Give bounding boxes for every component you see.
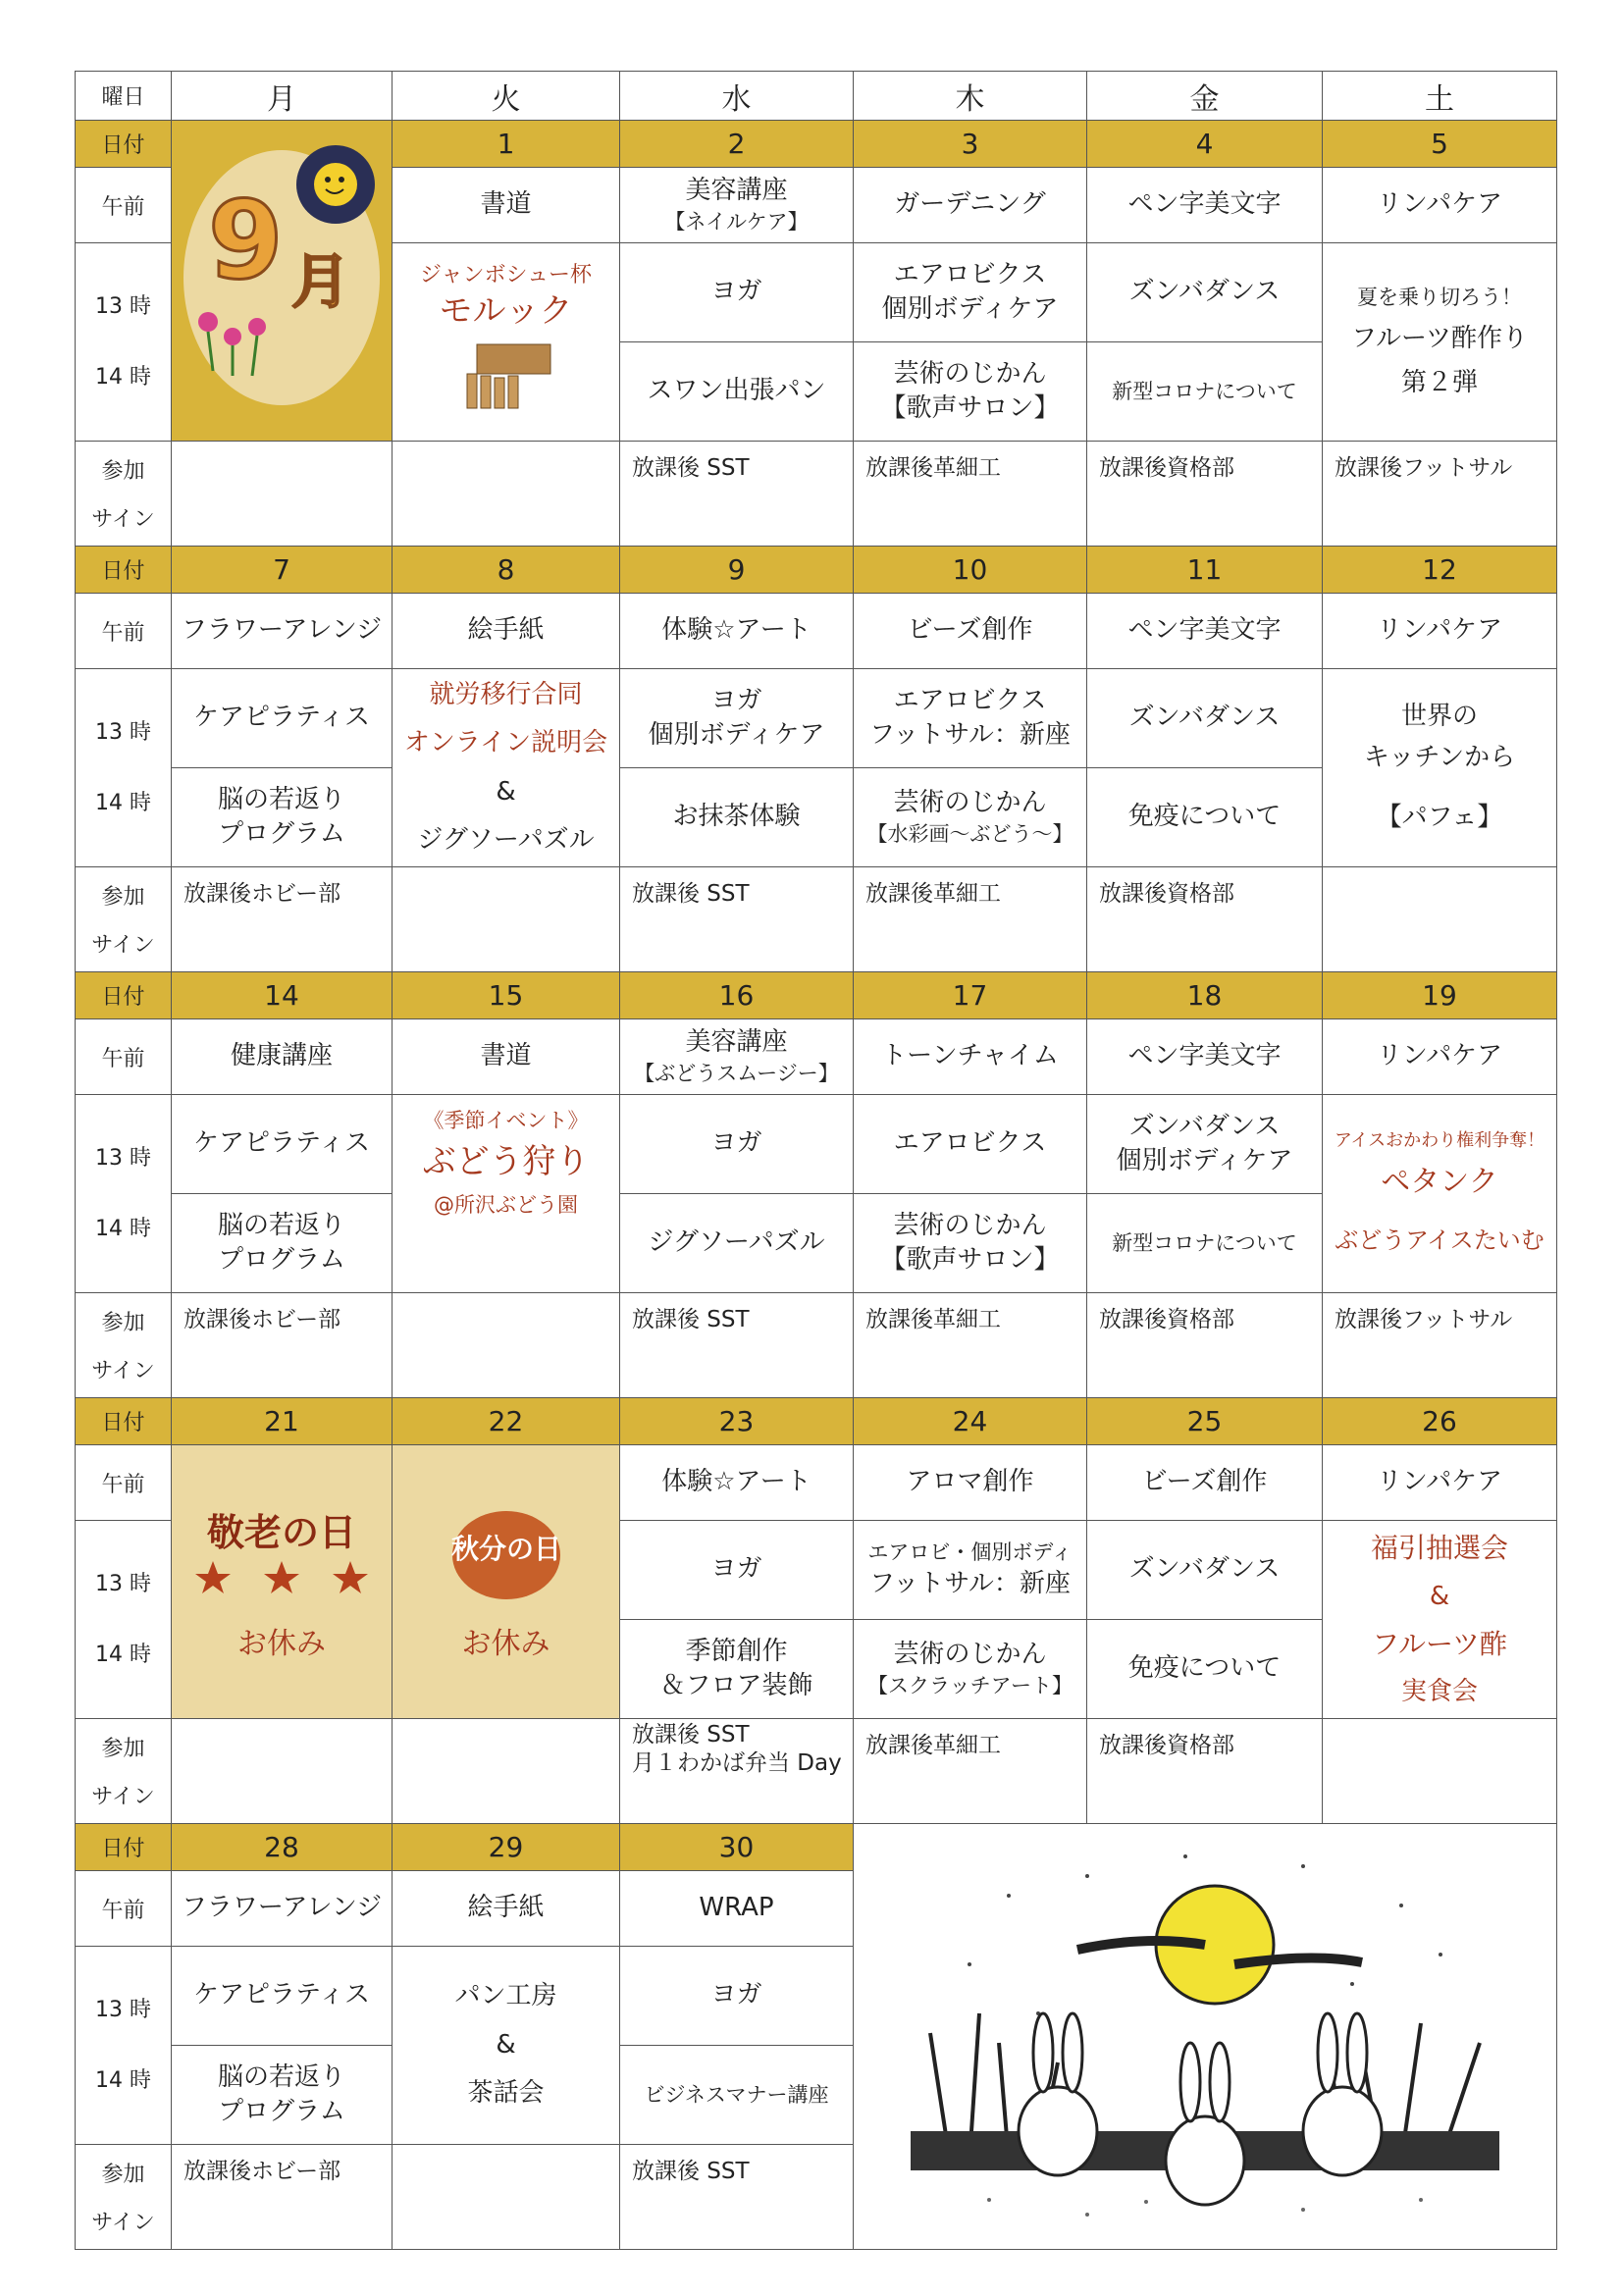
sign-label-cell — [76, 442, 172, 547]
activity-line: パン工房 — [454, 1981, 557, 2011]
sign-label: 参加 — [101, 1737, 145, 1761]
activity-line: 【歌声サロン】 — [880, 393, 1060, 423]
sign-cell[interactable] — [393, 2145, 620, 2250]
sign-label-cell — [76, 867, 172, 972]
activity-cell — [172, 2046, 393, 2145]
activity-cell: リンパケア — [1323, 1019, 1557, 1095]
time-label-cell — [76, 669, 172, 867]
pm1-row — [76, 669, 1557, 768]
activity-cell: ガーデニング — [854, 168, 1087, 243]
date-row — [76, 547, 1557, 594]
activity-line: 夏を乗り切ろう！ — [1357, 286, 1522, 310]
moon-viewing-illustration-cell — [854, 1824, 1557, 2250]
activity-cell: ズンバダンス — [1087, 243, 1323, 342]
day-thu: 木 — [854, 72, 1087, 121]
time-label-cell — [76, 1095, 172, 1293]
activity-cell: 新型コロナについて — [1087, 1194, 1323, 1293]
date-row — [76, 1824, 1557, 1871]
date-cell: 28 — [172, 1824, 393, 1871]
date-cell: 22 — [393, 1398, 620, 1445]
time-14-label: 14 時 — [95, 790, 151, 815]
activity-line: エアロビ・個別ボディ — [867, 1540, 1073, 1565]
activity-line: ヨガ — [710, 685, 762, 715]
sign-label: サイン — [91, 2211, 155, 2235]
activity-cell: WRAP — [620, 1871, 854, 1947]
activity-cell: 絵手紙 — [393, 594, 620, 669]
activity-line: 個別ボディケア — [881, 294, 1059, 324]
activity-cell — [620, 168, 854, 243]
sign-label: サイン — [91, 1359, 155, 1383]
month-number: 9 — [208, 177, 284, 303]
activity-cell — [620, 1620, 854, 1719]
activity-line: & — [496, 2029, 516, 2060]
sign-cell[interactable]: 放課後フットサル — [1323, 1293, 1557, 1398]
date-cell: 7 — [172, 547, 393, 594]
activity-sub: 【ぶどうスムージー】 — [634, 1062, 839, 1086]
am-label: 午前 — [76, 168, 172, 243]
activity-line: 季節創作 — [685, 1636, 788, 1666]
sign-cell[interactable]: 放課後 SST — [620, 1293, 854, 1398]
activity-cell: ヨガ — [620, 1521, 854, 1620]
time-14-label: 14 時 — [95, 364, 151, 390]
activity-line: 【パフェ】 — [1376, 803, 1503, 833]
activity-line: 【水彩画～ぶどう～】 — [866, 822, 1073, 847]
activity-line: 【スクラッチアート】 — [867, 1674, 1073, 1698]
activity-cell: 体験☆アート — [620, 594, 854, 669]
date-label: 日付 — [76, 547, 172, 594]
sign-cell[interactable]: 放課後資格部 — [1087, 1293, 1323, 1398]
activity-line: 芸術のじかん — [893, 1210, 1047, 1240]
event-cell — [1323, 1095, 1557, 1293]
month-unit: 月 — [291, 247, 350, 317]
activity-title: 美容講座 — [685, 1027, 788, 1058]
activity-cell: ズンバダンス — [1087, 669, 1323, 768]
molkky-pins-icon — [457, 335, 555, 413]
activity-cell: ヨガ — [620, 1095, 854, 1194]
activity-line: フットサル：新座 — [869, 1568, 1071, 1598]
sign-cell[interactable]: 放課後ホビー部 — [172, 2145, 393, 2250]
activity-cell: ビーズ創作 — [854, 594, 1087, 669]
activity-cell — [854, 243, 1087, 342]
time-13-label: 13 時 — [95, 1571, 151, 1596]
date-cell: 29 — [393, 1824, 620, 1871]
activity-cell: フラワーアレンジ — [172, 1871, 393, 1947]
activity-line: 脳の若返り — [217, 2061, 345, 2092]
date-cell: 9 — [620, 547, 854, 594]
activity-title: 美容講座 — [685, 176, 788, 206]
date-cell: 11 — [1087, 547, 1323, 594]
sign-label: 参加 — [101, 885, 145, 910]
am-label: 午前 — [76, 1871, 172, 1947]
sign-label: 参加 — [101, 2163, 145, 2187]
date-cell: 18 — [1087, 972, 1323, 1019]
event-line: フルーツ酢 — [1372, 1627, 1507, 1660]
sign-cell[interactable]: 放課後資格部 — [1087, 867, 1323, 972]
event-line: 実食会 — [1400, 1676, 1478, 1706]
activity-cell: ズンバダンス — [1087, 1521, 1323, 1620]
date-cell: 8 — [393, 547, 620, 594]
sign-cell[interactable] — [1323, 867, 1557, 972]
activity-cell — [1323, 669, 1557, 867]
event-cell — [1323, 1521, 1557, 1719]
activity-line: フルーツ酢作り — [1351, 323, 1528, 353]
sign-cell[interactable]: 放課後フットサル — [1323, 442, 1557, 547]
activity-cell: トーンチャイム — [854, 1019, 1087, 1095]
date-cell: 25 — [1087, 1398, 1323, 1445]
sign-cell[interactable] — [1323, 1719, 1557, 1824]
activity-cell: 健康講座 — [172, 1019, 393, 1095]
date-cell: 30 — [620, 1824, 854, 1871]
sign-cell[interactable] — [172, 1719, 393, 1824]
date-row — [76, 1398, 1557, 1445]
activity-line: 個別ボディケア — [648, 720, 825, 750]
date-cell: 5 — [1323, 121, 1557, 168]
month-badge-illustration — [179, 130, 385, 425]
time-label-cell — [76, 1947, 172, 2145]
sign-label: 参加 — [101, 459, 145, 484]
day-sat: 土 — [1323, 72, 1557, 121]
pm1-row — [76, 1095, 1557, 1194]
date-label: 日付 — [76, 972, 172, 1019]
sign-cell[interactable]: 放課後革細工 — [854, 867, 1087, 972]
sign-cell[interactable]: 放課後 SST — [620, 867, 854, 972]
date-cell: 2 — [620, 121, 854, 168]
activity-line: プログラム — [218, 819, 345, 849]
day-fri: 金 — [1087, 72, 1323, 121]
date-cell: 10 — [854, 547, 1087, 594]
day-wed: 水 — [620, 72, 854, 121]
sign-row — [76, 1719, 1557, 1824]
sign-cell[interactable]: 放課後 SST — [620, 442, 854, 547]
activity-line: 芸術のじかん — [893, 358, 1047, 389]
activity-line: 【歌声サロン】 — [880, 1245, 1060, 1275]
activity-line: キッチンから — [1363, 742, 1516, 772]
activity-cell: 絵手紙 — [393, 1871, 620, 1947]
moon-rabbits-illustration — [891, 1837, 1519, 2229]
date-row — [76, 972, 1557, 1019]
activity-line: 個別ボディケア — [1116, 1146, 1293, 1175]
event-title: モルック — [439, 291, 573, 332]
activity-line: 世界の — [1400, 702, 1478, 732]
date-cell: 19 — [1323, 972, 1557, 1019]
activity-cell — [393, 1947, 620, 2145]
am-row — [76, 1019, 1557, 1095]
time-13-label: 13 時 — [95, 293, 151, 319]
date-cell: 16 — [620, 972, 854, 1019]
activity-line: 脳の若返り — [217, 1210, 345, 1240]
activity-cell: 書道 — [393, 1019, 620, 1095]
activity-cell — [854, 1521, 1087, 1620]
event-line: ジグソーパズル — [417, 824, 595, 855]
activity-cell — [172, 1194, 393, 1293]
date-label: 日付 — [76, 121, 172, 168]
event-cell — [393, 243, 620, 442]
activity-cell: ケアピラティス — [172, 1095, 393, 1194]
activity-cell: ビジネスマナー講座 — [620, 2046, 854, 2145]
event-line: 就労移行合同 — [429, 679, 583, 709]
event-line: オンライン説明会 — [403, 728, 608, 758]
activity-cell: フラワーアレンジ — [172, 594, 393, 669]
sign-label-cell — [76, 1293, 172, 1398]
activity-cell: スワン出張パン — [620, 342, 854, 442]
event-subtitle: ジャンボシュー杯 — [419, 262, 593, 287]
activity-cell: 免疫について — [1087, 768, 1323, 867]
event-line: 《季節イベント》 — [423, 1109, 589, 1132]
sign-cell[interactable] — [393, 867, 620, 972]
date-cell: 14 — [172, 972, 393, 1019]
time-14-label: 14 時 — [95, 2067, 151, 2093]
activity-line: エアロビクス — [893, 685, 1047, 715]
event-line: & — [496, 776, 516, 807]
date-cell: 12 — [1323, 547, 1557, 594]
activity-cell: リンパケア — [1323, 168, 1557, 243]
date-cell: 17 — [854, 972, 1087, 1019]
time-label-cell — [76, 243, 172, 442]
sign-cell[interactable]: 放課後資格部 — [1087, 1719, 1323, 1824]
sign-note: 放課後 SST — [632, 1722, 750, 1748]
sign-label-cell — [76, 2145, 172, 2250]
sign-cell[interactable] — [620, 1719, 854, 1824]
activity-cell: ペン字美文字 — [1087, 1019, 1323, 1095]
sign-row — [76, 1293, 1557, 1398]
activity-line: エアロビクス — [893, 259, 1047, 289]
time-13-label: 13 時 — [95, 1145, 151, 1171]
time-13-label: 13 時 — [95, 1997, 151, 2022]
date-label: 日付 — [76, 1824, 172, 1871]
holiday-title: 敬老の日 — [206, 1510, 356, 1554]
holiday-rest-label: お休み — [237, 1626, 326, 1661]
date-cell: 21 — [172, 1398, 393, 1445]
activity-line: 第２弾 — [1400, 367, 1478, 397]
activity-line: 芸術のじかん — [893, 788, 1047, 818]
activity-cell — [854, 669, 1087, 768]
sign-cell[interactable] — [393, 1719, 620, 1824]
calendar-table — [75, 71, 1557, 2250]
activity-cell: リンパケア — [1323, 1445, 1557, 1521]
date-cell: 3 — [854, 121, 1087, 168]
event-line: アイスおかわり権利争奪！ — [1334, 1130, 1545, 1152]
activity-cell: ジグソーパズル — [620, 1194, 854, 1293]
activity-cell: 免疫について — [1087, 1620, 1323, 1719]
activity-cell: 新型コロナについて — [1087, 342, 1323, 442]
activity-line: 脳の若返り — [217, 784, 345, 814]
sign-label: 参加 — [101, 1311, 145, 1335]
event-title: ぶどう狩り — [422, 1142, 590, 1182]
event-cell — [393, 1095, 620, 1293]
sign-row — [76, 867, 1557, 972]
activity-cell: ケアピラティス — [172, 669, 393, 768]
maple-leaves-icon — [193, 1556, 370, 1595]
activity-cell: 体験☆アート — [620, 1445, 854, 1521]
month-badge-cell — [172, 121, 393, 442]
activity-line: プログラム — [218, 1245, 345, 1275]
am-row — [76, 594, 1557, 669]
sign-label-cell — [76, 1719, 172, 1824]
event-title: ペタンク — [1381, 1164, 1498, 1199]
am-label: 午前 — [76, 1445, 172, 1521]
event-line: ぶどうアイスたいむ — [1335, 1226, 1544, 1254]
activity-cell — [854, 768, 1087, 867]
holiday-cell — [393, 1445, 620, 1719]
time-14-label: 14 時 — [95, 1216, 151, 1241]
activity-cell — [620, 1019, 854, 1095]
am-label: 午前 — [76, 594, 172, 669]
activity-sub: 【ネイルケア】 — [664, 210, 809, 235]
date-cell: 24 — [854, 1398, 1087, 1445]
time-13-label: 13 時 — [95, 719, 151, 745]
day-mon: 月 — [172, 72, 393, 121]
date-cell: 23 — [620, 1398, 854, 1445]
am-row — [76, 1445, 1557, 1521]
sign-row — [76, 442, 1557, 547]
activity-cell — [854, 342, 1087, 442]
sign-cell[interactable]: 放課後 SST — [620, 2145, 854, 2250]
activity-cell — [172, 768, 393, 867]
activity-line: ＆フロア装飾 — [659, 1671, 813, 1700]
event-line: & — [1429, 1581, 1450, 1611]
holiday-cell — [172, 1445, 393, 1719]
sign-cell[interactable]: 放課後革細工 — [854, 442, 1087, 547]
time-label-cell — [76, 1521, 172, 1719]
activity-cell — [854, 1194, 1087, 1293]
activity-cell — [1323, 243, 1557, 442]
sign-cell[interactable]: 放課後ホビー部 — [172, 867, 393, 972]
sign-cell[interactable] — [172, 442, 393, 547]
weekday-header — [76, 72, 1557, 121]
day-tue: 火 — [393, 72, 620, 121]
activity-line: プログラム — [218, 2097, 345, 2126]
sign-cell[interactable]: 放課後革細工 — [854, 1293, 1087, 1398]
activity-cell: エアロビクス — [854, 1095, 1087, 1194]
event-cell — [393, 669, 620, 867]
sign-cell[interactable]: 放課後ホビー部 — [172, 1293, 393, 1398]
sign-cell[interactable]: 放課後革細工 — [854, 1719, 1087, 1824]
activity-cell: ケアピラティス — [172, 1947, 393, 2046]
date-row — [76, 121, 1557, 168]
activity-cell: お抹茶体験 — [620, 768, 854, 867]
sign-label: サイン — [91, 507, 155, 532]
holiday-rest-label: お休み — [461, 1627, 550, 1661]
sign-note: 月１わかば弁当 Day — [632, 1749, 842, 1776]
sign-cell[interactable] — [393, 442, 620, 547]
sign-cell[interactable] — [393, 1293, 620, 1398]
am-label: 午前 — [76, 1019, 172, 1095]
date-cell: 26 — [1323, 1398, 1557, 1445]
time-14-label: 14 時 — [95, 1642, 151, 1667]
date-cell: 1 — [393, 121, 620, 168]
weekday-label: 曜日 — [76, 72, 172, 121]
event-line: @所沢ぶどう園 — [434, 1193, 578, 1218]
holiday-title: 秋分の日 — [450, 1533, 561, 1565]
activity-cell: リンパケア — [1323, 594, 1557, 669]
activity-cell: アロマ創作 — [854, 1445, 1087, 1521]
activity-cell: ヨガ — [620, 243, 854, 342]
activity-cell: ペン字美文字 — [1087, 168, 1323, 243]
sign-label: サイン — [91, 933, 155, 958]
sign-label: サイン — [91, 1785, 155, 1809]
event-line: 福引抽選会 — [1370, 1532, 1508, 1565]
activity-cell: ペン字美文字 — [1087, 594, 1323, 669]
activity-cell — [1087, 1095, 1323, 1194]
sign-cell[interactable]: 放課後資格部 — [1087, 442, 1323, 547]
date-label: 日付 — [76, 1398, 172, 1445]
activity-line: フットサル：新座 — [869, 720, 1071, 750]
date-cell: 4 — [1087, 121, 1323, 168]
activity-line: 芸術のじかん — [893, 1640, 1047, 1670]
activity-cell: ヨガ — [620, 1947, 854, 2046]
activity-line: 茶話会 — [467, 2078, 545, 2109]
equinox-icon — [433, 1501, 580, 1609]
activity-cell — [854, 1620, 1087, 1719]
activity-cell: 書道 — [393, 168, 620, 243]
activity-cell: ビーズ創作 — [1087, 1445, 1323, 1521]
activity-line: ズンバダンス — [1128, 1111, 1281, 1141]
date-cell: 15 — [393, 972, 620, 1019]
activity-cell — [620, 669, 854, 768]
